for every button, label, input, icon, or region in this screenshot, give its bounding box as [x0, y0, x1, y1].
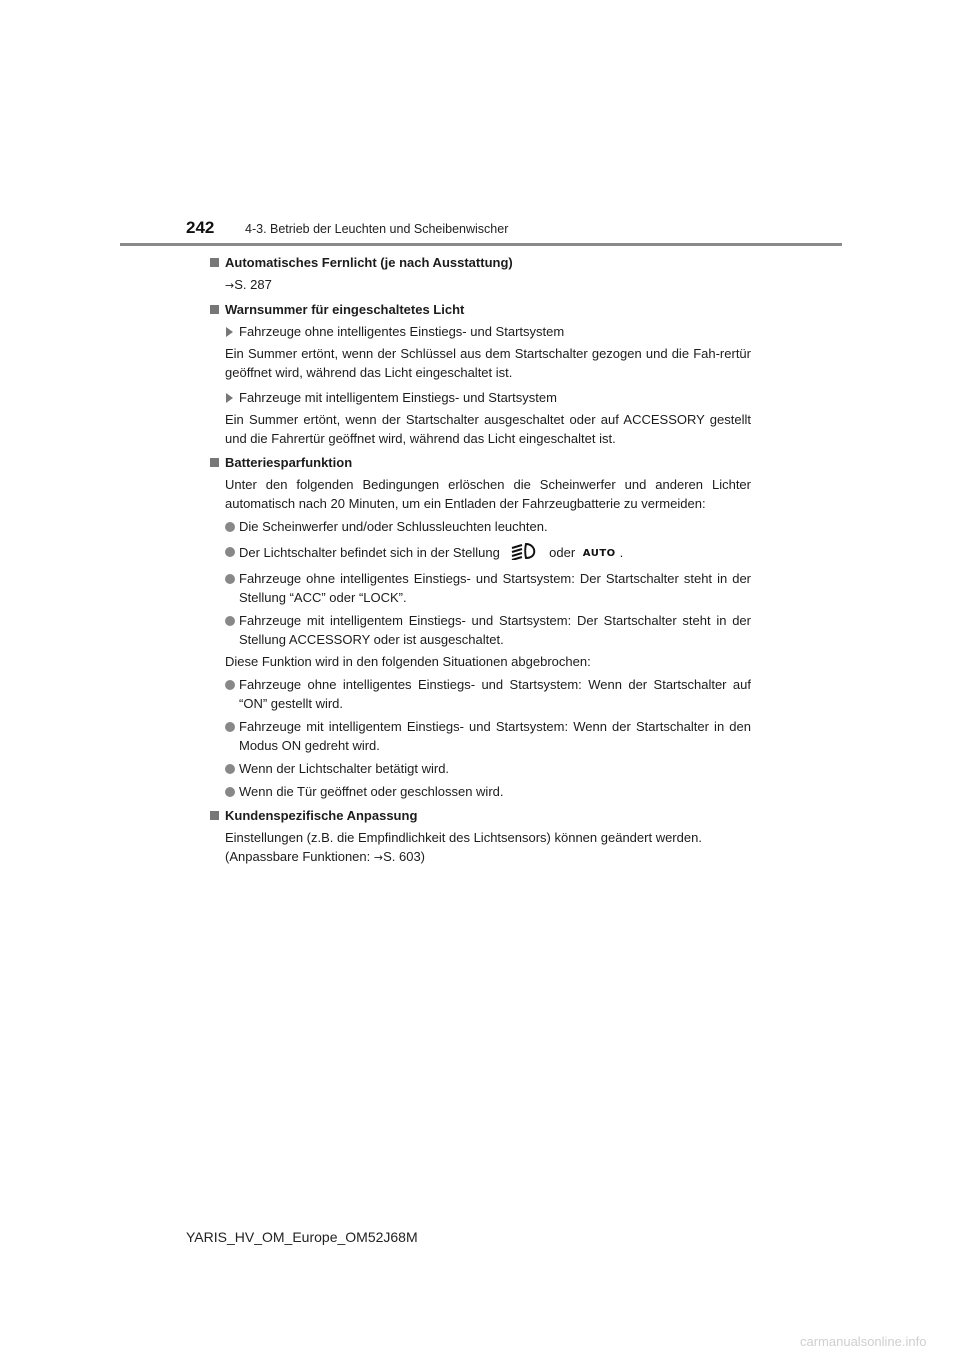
list-item: Die Scheinwerfer und/oder Schlussleuchten leuchten.: [209, 517, 751, 536]
square-bullet-icon: [210, 258, 219, 267]
document-code: YARIS_HV_OM_Europe_OM52J68M: [186, 1229, 418, 1245]
auto-icon: AUTO: [582, 548, 616, 559]
section-heading-batterie: Batteriesparfunktion: [209, 453, 751, 472]
arrow-icon: →: [225, 279, 235, 292]
list-item: Der Lichtschalter befindet sich in der Stellung oder AUTO .: [209, 542, 751, 565]
page-reference: [209, 275, 751, 295]
circle-bullet-icon: [225, 522, 235, 532]
circle-bullet-icon: [225, 787, 235, 797]
triangle-bullet-icon: [226, 393, 233, 403]
section-heading-warnsummer: Warnsummer für eingeschaltetes Licht: [209, 300, 751, 319]
paragraph: Unter den folgenden Bedingungen erlöschen die Scheinwerfer und anderen Lichter automatisch nach 20 Minuten, um ein Entladen der Fahrzeugbatterie zu vermeiden:: [225, 477, 751, 511]
triangle-bullet-icon: [226, 327, 233, 337]
circle-bullet-icon: [225, 722, 235, 732]
subheading-without-smart-entry: Fahrzeuge ohne intelligentes Einstiegs- und Startsystem: [209, 322, 751, 341]
circle-bullet-icon: [225, 616, 235, 626]
list-item: Fahrzeuge ohne intelligentes Einstiegs- und Startsystem: Wenn der Startschalter auf “ON” gestellt wird.: [209, 675, 751, 713]
paragraph: Diese Funktion wird in den folgenden Situationen abgebrochen:: [225, 654, 591, 669]
circle-bullet-icon: [225, 764, 235, 774]
section-heading-fernlicht: Automatisches Fernlicht (je nach Ausstattung): [209, 253, 751, 272]
headlight-icon: [508, 542, 542, 565]
page-number: 242: [186, 218, 215, 237]
list-item: Fahrzeuge ohne intelligentes Einstiegs- und Startsystem: Der Startschalter steht in der Stellung “ACC” oder “LOCK”.: [209, 569, 751, 607]
paragraph: Einstellungen (z.B. die Empfindlichkeit des Lichtsensors) können geändert werden.: [225, 830, 702, 845]
reference-link[interactable]: S. 603): [383, 849, 426, 864]
square-bullet-icon: [210, 811, 219, 820]
square-bullet-icon: [210, 305, 219, 314]
section-heading-anpassung: Kundenspezifische Anpassung: [209, 806, 751, 825]
paragraph: Ein Summer ertönt, wenn der Schlüssel aus dem Startschalter gezogen und die Fah-rertür geöffnet wird, während das Licht eingeschaltet ist.: [225, 346, 751, 380]
list-item: Wenn die Tür geöffnet oder geschlossen wird.: [209, 782, 751, 801]
chapter-title: 4-3. Betrieb der Leuchten und Scheibenwischer: [245, 222, 509, 236]
list-item: Wenn der Lichtschalter betätigt wird.: [209, 759, 751, 778]
header-rule: [120, 243, 842, 246]
page-reference: (Anpassbare Funktionen: →S. 603): [225, 849, 426, 864]
circle-bullet-icon: [225, 680, 235, 690]
arrow-icon: →: [373, 851, 384, 864]
subheading-with-smart-entry: Fahrzeuge mit intelligentem Einstiegs- und Startsystem: [209, 388, 751, 407]
page-content: [209, 253, 751, 867]
square-bullet-icon: [210, 458, 219, 467]
watermark: carmanualsonline.info: [800, 1334, 927, 1349]
list-item: Fahrzeuge mit intelligentem Einstiegs- und Startsystem: Wenn der Startschalter in den Modus ON gedreht wird.: [209, 717, 751, 755]
circle-bullet-icon: [225, 574, 235, 584]
circle-bullet-icon: [225, 547, 235, 557]
list-item: Fahrzeuge mit intelligentem Einstiegs- und Startsystem: Der Startschalter steht in der Stellung ACCESSORY oder ist ausgeschaltet.: [209, 611, 751, 649]
reference-link[interactable]: S. 287: [234, 277, 272, 292]
paragraph: Ein Summer ertönt, wenn der Startschalter ausgeschaltet oder auf ACCESSORY gestellt und die Fahrertür geöffnet wird, während das Licht eingeschaltet ist.: [225, 412, 751, 446]
